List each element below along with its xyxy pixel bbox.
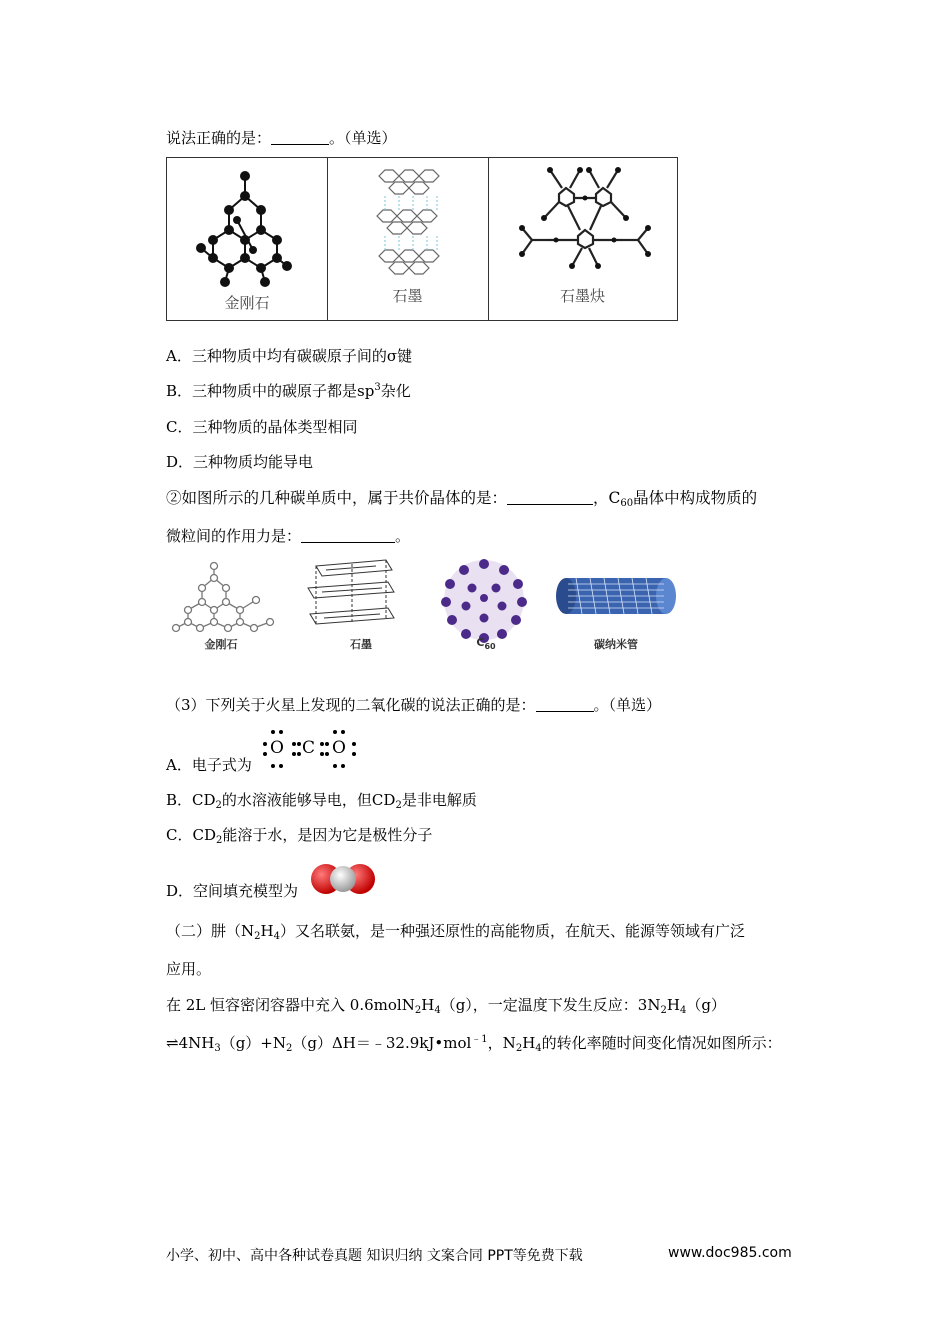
option-label: D．: [166, 453, 194, 471]
option-text-post: 能溶于水，是因为它是极性分子: [222, 826, 433, 844]
co2-lewis-structure: [262, 728, 358, 770]
text: （g）ΔH＝﹣32.9kJ•mol: [292, 1034, 472, 1052]
c60-letter: C: [476, 636, 485, 649]
graphyne-structure-icon: [488, 158, 677, 283]
option-text-mid: 的水溶液能够导电，但CD: [221, 791, 396, 809]
stem-tail: 。（单选）: [329, 129, 397, 147]
graphyne-panel: [488, 158, 677, 320]
text: ）又名联氨，是一种强还原性的高能物质，在航天、能源等领域有广泛: [279, 922, 745, 940]
text: H: [666, 996, 680, 1014]
part2-line4: [166, 1030, 782, 1054]
caption-c60: [466, 636, 506, 651]
carbon-structures-figure: [166, 157, 678, 321]
text: （g）: [686, 996, 726, 1014]
caption-graphyne: 石墨炔: [559, 287, 605, 305]
q3-option-b[interactable]: [166, 789, 477, 811]
superscript: 3: [374, 382, 381, 393]
text: 的转化率随时间变化情况如图所示：: [541, 1034, 782, 1052]
question-3-stem: [166, 694, 661, 715]
text: H: [522, 1034, 536, 1052]
answer-blank[interactable]: [271, 130, 329, 145]
graphite-small-icon: [308, 560, 394, 626]
lewis-dots-icon: [262, 728, 358, 770]
lewis-carbon: C: [302, 738, 316, 758]
subscript: 4: [535, 1043, 542, 1054]
caption-graphite-2: 石墨: [350, 638, 372, 651]
q2-text: 如图所示的几种碳单质中，属于共价晶体的是：: [181, 489, 508, 507]
caption-nanotube: 碳纳米管: [594, 638, 638, 651]
q2-text-mid: ，C: [593, 489, 621, 507]
option-label: A．: [166, 347, 192, 365]
q3-option-a[interactable]: [166, 754, 252, 775]
q3-text: （3）下列关于火星上发现的二氧化碳的说法正确的是：: [166, 696, 536, 714]
text: （g），一定温度下发生反应：3N: [440, 996, 661, 1014]
option-text: CD: [192, 826, 216, 844]
superscript: ﹣1: [471, 1034, 488, 1045]
c60-subscript: 60: [484, 642, 496, 651]
caption-graphite: 石墨: [392, 287, 423, 305]
subscript: 2: [414, 1005, 422, 1016]
subscript: 2: [515, 1043, 523, 1054]
diamond-structure-icon: [167, 158, 327, 288]
caption-diamond-2: 金刚石: [204, 638, 238, 651]
option-a[interactable]: [166, 345, 412, 366]
subscript: 4: [434, 1005, 441, 1016]
option-text: 电子式为: [191, 756, 252, 774]
option-label: C．: [166, 418, 193, 436]
option-text: 三种物质均能导电: [193, 453, 314, 471]
diamond-small-icon: [173, 563, 274, 632]
option-c[interactable]: [166, 416, 358, 437]
option-label: A．: [166, 756, 192, 774]
subscript: 2: [395, 800, 402, 811]
text: （g）+N: [220, 1034, 286, 1052]
q2-line2-tail: 。: [395, 527, 411, 545]
option-label: B．: [166, 791, 193, 809]
carbon-allotropes-figure: [166, 556, 686, 656]
lewis-oxygen-right: O: [332, 738, 346, 758]
option-label: B．: [166, 382, 193, 400]
answer-blank[interactable]: [301, 528, 395, 543]
c60-icon: [441, 559, 527, 643]
stem-text: 说法正确的是：: [166, 129, 272, 147]
text: 在 2L 恒容密闭容器中充入 0.6molN: [166, 996, 415, 1014]
part2-line3: [166, 994, 726, 1016]
option-text: CD: [192, 791, 216, 809]
graphite-structure-icon: [327, 158, 488, 283]
text: ，N: [487, 1034, 516, 1052]
q3-option-c[interactable]: [166, 824, 432, 846]
lewis-oxygen-left: O: [270, 738, 284, 758]
option-b[interactable]: [166, 380, 411, 401]
q3-option-d[interactable]: [166, 880, 298, 901]
option-text: 三种物质中均有碳碳原子间的σ键: [191, 347, 413, 365]
nanotube-icon: [556, 578, 676, 614]
q3-tail: 。（单选）: [593, 696, 662, 714]
answer-blank[interactable]: [536, 697, 594, 712]
subscript: 3: [214, 1043, 221, 1054]
co2-space-filling-model-icon: [310, 861, 376, 897]
text: （二）肼（N: [166, 922, 255, 940]
diamond-panel: [167, 158, 328, 320]
subscript: 2: [216, 835, 223, 846]
subscript: 60: [620, 498, 634, 509]
subquestion-2-line1: [166, 486, 757, 509]
subquestion-2-line2: [166, 525, 410, 546]
subscript: 4: [679, 1005, 687, 1016]
option-label: D．: [166, 882, 194, 900]
q2-text-post: 晶体中构成物质的: [633, 489, 758, 507]
option-text: 空间填充模型为: [193, 882, 299, 900]
subscript: 2: [254, 931, 261, 942]
part2-line2: 应用。: [166, 960, 212, 978]
part2-line1: [166, 920, 745, 942]
subscript: 2: [286, 1043, 293, 1054]
option-label: C．: [166, 826, 193, 844]
caption-diamond: 金刚石: [224, 294, 270, 312]
option-d[interactable]: [166, 451, 313, 472]
option-text-tail: 杂化: [380, 382, 411, 400]
option-text: 三种物质中的碳原子都是sp: [192, 382, 375, 400]
question-stem: [166, 127, 397, 148]
subscript: 4: [273, 931, 280, 942]
circled-number: ②: [166, 489, 182, 507]
q2-line2-text: 微粒间的作用力是：: [166, 527, 302, 545]
footer-text: 小学、初中、高中各种试卷真题 知识归纳 文案合同 PPT等免费下载: [166, 1248, 583, 1264]
graphite-panel: [327, 158, 489, 320]
subscript: 2: [215, 800, 222, 811]
option-text: 三种物质的晶体类型相同: [192, 418, 358, 436]
text: H: [421, 996, 435, 1014]
option-text-post: 是非电解质: [401, 791, 477, 809]
subscript: 2: [660, 1005, 667, 1016]
text: ⇌4NH: [166, 1034, 215, 1052]
text: H: [260, 922, 274, 940]
answer-blank[interactable]: [507, 490, 593, 505]
footer-website-link[interactable]: www.doc985.com: [668, 1245, 792, 1261]
